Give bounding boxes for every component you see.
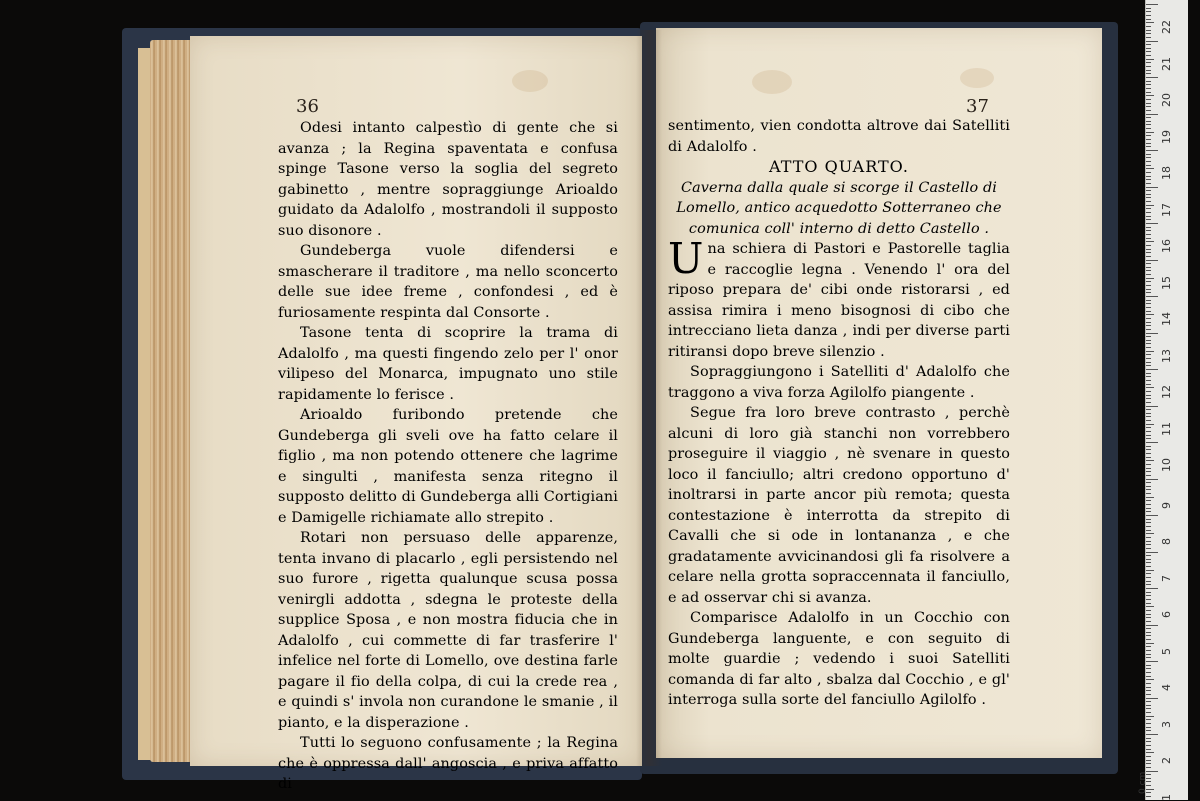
ruler-tick <box>1146 311 1151 312</box>
ruler-tick <box>1146 741 1151 742</box>
ruler-tick <box>1146 723 1151 724</box>
ruler-tick <box>1146 595 1151 596</box>
ruler-tick <box>1146 179 1151 180</box>
ruler-tick <box>1146 566 1151 567</box>
ruler-number: 3 <box>1160 720 1173 728</box>
ruler-tick <box>1146 625 1158 626</box>
ruler-tick <box>1146 103 1151 104</box>
ruler-tick <box>1146 249 1151 250</box>
paragraph: Gundeberga vuole difendersi e smascherare il traditore , ma nello sconcerto delle sue idee freme , confondesi , ed è furiosamente respinta dal Consorte . <box>278 243 618 321</box>
ruler-tick <box>1146 340 1151 341</box>
ruler-tick <box>1146 738 1151 739</box>
ruler-number: 6 <box>1160 611 1173 618</box>
ruler-number: 19 <box>1160 129 1173 144</box>
ruler-tick <box>1146 88 1151 89</box>
ruler-tick <box>1146 278 1154 279</box>
left-page-text <box>278 118 618 795</box>
ruler-tick <box>1146 460 1154 461</box>
ruler-tick <box>1146 183 1151 184</box>
ruler-tick <box>1146 683 1151 684</box>
ruler-tick <box>1146 730 1151 731</box>
ruler-tick <box>1146 614 1151 615</box>
ruler-number: 4 <box>1160 684 1173 691</box>
ruler-tick <box>1146 515 1158 516</box>
ruler-tick <box>1146 114 1158 115</box>
paper-stain <box>512 70 548 92</box>
ruler-tick <box>1146 584 1151 585</box>
ruler-tick <box>1146 110 1151 111</box>
ruler-tick <box>1146 442 1158 443</box>
ruler-tick <box>1146 161 1151 162</box>
ruler-number: 8 <box>1160 538 1173 545</box>
ruler-tick <box>1146 318 1151 319</box>
ruler-tick <box>1146 435 1151 436</box>
ruler-tick <box>1146 176 1151 177</box>
ruler-tick <box>1146 562 1151 563</box>
ruler-tick <box>1146 322 1151 323</box>
paragraph: Sopraggiungono i Satelliti d' Adalolfo che traggono a viva forza Agilolfo piangente . <box>668 364 1010 401</box>
ruler-tick <box>1146 41 1158 42</box>
ruler-tick <box>1146 274 1151 275</box>
ruler-tick <box>1146 270 1151 271</box>
ruler-tick <box>1146 281 1151 282</box>
paragraph: Comparisce Adalolfo in un Cocchio con Gundeberga languente, e con seguito di molte guardie ; vedendo i suoi Satelliti comanda di far alto , sbalza dal Cocchio , e gl' interroga sulla sorte del fanciullo Agilolfo . <box>668 610 1010 708</box>
first-paragraph-text: na schiera di Pastori e Pastorelle taglia e raccoglie legna . Venendo l' ora del riposo prepara de' cibi onde ristorarsi , ed assisa rimira i meno bisognosi di cibo che intrecciano lieta danza , indi per diverse parti ritiransi dopo breve silenzio . <box>668 241 1010 360</box>
ruler-tick <box>1146 519 1151 520</box>
ruler-tick <box>1146 15 1151 16</box>
ruler-tick <box>1146 70 1151 71</box>
ruler-tick <box>1146 8 1151 9</box>
ruler-tick <box>1146 603 1151 604</box>
ruler-tick <box>1146 73 1151 74</box>
ruler-tick <box>1146 661 1158 662</box>
ruler-tick <box>1146 424 1154 425</box>
ruler-tick <box>1146 223 1158 224</box>
ruler-tick <box>1146 548 1151 549</box>
ruler-tick <box>1146 197 1151 198</box>
ruler-tick <box>1146 687 1151 688</box>
ruler-tick <box>1146 749 1151 750</box>
ruler-tick <box>1146 511 1151 512</box>
ruler-tick <box>1146 453 1151 454</box>
ruler-tick <box>1146 398 1151 399</box>
ruler-tick <box>1146 413 1151 414</box>
ruler-tick <box>1146 95 1154 96</box>
ruler-tick <box>1146 190 1151 191</box>
page-number-right: 37 <box>966 96 989 117</box>
ruler-tick <box>1146 234 1151 235</box>
measuring-ruler <box>1138 0 1188 801</box>
ruler-tick <box>1146 296 1158 297</box>
ruler-tick <box>1146 486 1151 487</box>
ruler-unit-label: 0 cm <box>1138 771 1148 794</box>
ruler-tick <box>1146 380 1151 381</box>
ruler-tick <box>1146 30 1151 31</box>
ruler-number: 7 <box>1160 574 1173 582</box>
ruler-tick <box>1146 588 1158 589</box>
ruler-tick <box>1146 132 1154 133</box>
ruler-tick <box>1146 635 1151 636</box>
ruler-tick <box>1146 37 1151 38</box>
ruler-tick <box>1146 329 1151 330</box>
ruler-tick <box>1146 77 1158 78</box>
ruler-tick <box>1146 292 1151 293</box>
ruler-tick <box>1146 267 1151 268</box>
ruler-tick <box>1146 570 1154 571</box>
ruler-tick <box>1146 537 1151 538</box>
scene-description: Caverna dalla quale si scorge il Castello di Lomello, antico acquedotto Sotterraneo che comunica coll' interno di detto Castello . <box>676 179 1002 237</box>
ruler-tick <box>1146 493 1151 494</box>
ruler-tick <box>1146 92 1151 93</box>
continuation-text: sentimento, vien condotta altrove dai Satelliti di Adalolfo . <box>668 118 1010 155</box>
ruler-tick <box>1146 263 1151 264</box>
ruler-tick <box>1146 289 1151 290</box>
ruler-tick <box>1146 106 1151 107</box>
ruler-number: 2 <box>1160 757 1173 764</box>
ruler-tick <box>1146 752 1154 753</box>
ruler-tick <box>1146 606 1154 607</box>
page-edge-stack <box>150 40 192 762</box>
paper-stain <box>960 68 994 88</box>
ruler-tick <box>1146 610 1151 611</box>
ruler-tick <box>1146 420 1151 421</box>
ruler-tick <box>1146 599 1151 600</box>
ruler-tick <box>1146 449 1151 450</box>
ruler-tick <box>1146 402 1151 403</box>
ruler-tick <box>1146 756 1151 757</box>
ruler-number: 1 <box>1160 793 1173 801</box>
ruler-tick <box>1146 336 1151 337</box>
ruler-tick <box>1146 343 1151 344</box>
ruler-tick <box>1146 256 1151 257</box>
ruler-tick <box>1146 676 1151 677</box>
ruler-tick <box>1146 438 1151 439</box>
ruler-tick <box>1146 300 1151 301</box>
ruler-tick <box>1146 135 1151 136</box>
ruler-tick <box>1146 212 1151 213</box>
act-title: ATTO QUARTO. <box>769 157 909 176</box>
ruler-tick <box>1146 325 1151 326</box>
ruler-tick <box>1146 657 1151 658</box>
ruler-tick <box>1146 745 1151 746</box>
book-gutter <box>636 30 662 766</box>
ruler-number: 18 <box>1160 166 1173 180</box>
ruler-tick <box>1146 592 1151 593</box>
ruler-tick <box>1146 672 1151 673</box>
ruler-tick <box>1146 303 1151 304</box>
ruler-tick <box>1146 471 1151 472</box>
ruler-tick <box>1146 55 1151 56</box>
ruler-tick <box>1146 219 1151 220</box>
ruler-tick <box>1146 165 1151 166</box>
ruler-tick <box>1146 117 1151 118</box>
ruler-tick <box>1146 431 1151 432</box>
ruler-tick <box>1146 650 1151 651</box>
ruler-tick <box>1146 705 1151 706</box>
ruler-tick <box>1146 373 1151 374</box>
ruler-tick <box>1146 479 1158 480</box>
ruler-tick <box>1146 727 1151 728</box>
ruler-tick <box>1146 59 1154 60</box>
ruler-tick <box>1146 307 1151 308</box>
ruler-tick <box>1146 468 1151 469</box>
ruler-tick <box>1146 632 1151 633</box>
ruler-tick <box>1146 48 1151 49</box>
ruler-tick <box>1146 4 1158 5</box>
ruler-tick <box>1146 128 1151 129</box>
ruler-tick <box>1146 489 1151 490</box>
ruler-tick <box>1146 497 1154 498</box>
ruler-tick <box>1146 238 1151 239</box>
ruler-tick <box>1146 365 1151 366</box>
drop-cap: U <box>668 234 704 283</box>
ruler-tick <box>1146 208 1151 209</box>
paragraph: Odesi intanto calpestìo di gente che si avanza ; la Regina spaventata e confusa spinge Tasone verso la soglia del segreto gabinetto , mentre sopraggiunge Arioaldo guidato da Adalolfo , mostrandoli il supposto suo disonore . <box>278 120 618 239</box>
ruler-tick <box>1146 500 1151 501</box>
ruler-tick <box>1146 544 1151 545</box>
ruler-tick <box>1146 698 1158 699</box>
ruler-tick <box>1146 314 1154 315</box>
ruler-tick <box>1146 66 1151 67</box>
ruler-tick <box>1146 172 1151 173</box>
ruler-tick <box>1146 526 1151 527</box>
ruler-tick <box>1146 406 1158 407</box>
ruler-tick <box>1146 205 1154 206</box>
ruler-tick <box>1146 245 1151 246</box>
ruler-tick <box>1146 395 1151 396</box>
ruler-number: 20 <box>1160 93 1173 107</box>
ruler-tick <box>1146 19 1151 20</box>
ruler-tick <box>1146 150 1158 151</box>
ruler-tick <box>1146 44 1151 45</box>
ruler-tick <box>1146 552 1158 553</box>
ruler-tick <box>1146 446 1151 447</box>
ruler-tick <box>1146 146 1151 147</box>
ruler-tick <box>1146 62 1151 63</box>
ruler-tick <box>1146 530 1151 531</box>
ruler-tick <box>1146 416 1151 417</box>
ruler-tick <box>1146 508 1151 509</box>
ruler-tick <box>1146 387 1154 388</box>
ruler-tick <box>1146 347 1151 348</box>
ruler-tick <box>1146 767 1151 768</box>
ruler-tick <box>1146 369 1158 370</box>
ruler-tick <box>1146 351 1154 352</box>
ruler-tick <box>1146 701 1151 702</box>
right-page-text <box>668 116 1010 711</box>
ruler-tick <box>1146 121 1151 122</box>
ruler-tick <box>1146 99 1151 100</box>
ruler-tick <box>1146 716 1154 717</box>
ruler-tick <box>1146 354 1151 355</box>
paragraph: Rotari non persuaso delle apparenze, tenta invano di placarlo , egli persistendo nel suo furore , rigetta qualunque scusa possa venirgli addotta , sdegna le proteste della supplice Sposa , e non mostra fiducia che in Adalolfo , cui commette di far trasferire l' infelice nel forte di Lomello, ove destina farle pagare il fio della colpa, di cui la crede rea , e quindi s' invola non curandone le smanie , il pianto, e la disperazione . <box>278 530 618 731</box>
ruler-number: 16 <box>1160 239 1173 253</box>
ruler-tick <box>1146 541 1151 542</box>
ruler-tick <box>1146 227 1151 228</box>
ruler-tick <box>1146 230 1151 231</box>
ruler-tick <box>1146 358 1151 359</box>
ruler-tick <box>1146 124 1151 125</box>
ruler-tick <box>1146 796 1151 797</box>
ruler-tick <box>1146 143 1151 144</box>
ruler-tick <box>1146 621 1151 622</box>
ruler-tick <box>1146 33 1151 34</box>
ruler-tick <box>1146 504 1151 505</box>
ruler-tick <box>1146 522 1151 523</box>
first-paragraph <box>668 234 1010 362</box>
ruler-tick <box>1146 241 1154 242</box>
ruler-tick <box>1146 694 1151 695</box>
ruler-tick <box>1146 194 1151 195</box>
ruler-tick <box>1146 643 1154 644</box>
ruler-tick <box>1146 555 1151 556</box>
ruler-tick <box>1146 533 1154 534</box>
page-number-left: 36 <box>296 96 319 117</box>
ruler-number: 5 <box>1160 647 1173 655</box>
ruler-tick <box>1146 11 1151 12</box>
paragraph: Tasone tenta di scoprire la trama di Adalolfo , ma questi fingendo zelo per l' onor vilipeso del Monarca, impugnato uno stile rapidamente lo ferisce . <box>278 325 618 403</box>
ruler-tick <box>1146 427 1151 428</box>
ruler-tick <box>1146 581 1151 582</box>
ruler-tick <box>1146 139 1151 140</box>
ruler-tick <box>1146 168 1154 169</box>
ruler-number: 10 <box>1160 458 1173 472</box>
ruler-tick <box>1146 760 1151 761</box>
ruler-tick <box>1146 464 1151 465</box>
ruler-tick <box>1146 157 1151 158</box>
paragraph: Tutti lo seguono confusamente ; la Regina che è oppressa dall' angoscia , e priva affatto di <box>278 735 618 792</box>
paper-stain <box>752 70 792 94</box>
ruler-tick <box>1146 573 1151 574</box>
ruler-number: 9 <box>1160 501 1173 509</box>
ruler-tick <box>1146 252 1151 253</box>
ruler-tick <box>1146 391 1151 392</box>
ruler-tick <box>1146 475 1151 476</box>
ruler-number: 12 <box>1160 385 1173 399</box>
ruler-tick <box>1146 187 1158 188</box>
ruler-number: 17 <box>1160 202 1173 217</box>
paragraph: Arioaldo furibondo pretende che Gundeberga gli sveli ove ha fatto celare il figlio , ma non potendo ottenere che lagrime e singulti , manifesta senza ritegno il supposto delitto di Gundeberga alli Cortigiani e Damigelle richiamate allo strepito . <box>278 407 618 526</box>
ruler-number: 14 <box>1160 312 1173 326</box>
ruler-tick <box>1146 679 1154 680</box>
ruler-number: 11 <box>1160 421 1173 436</box>
ruler-tick <box>1146 22 1154 23</box>
ruler-tick <box>1146 201 1151 202</box>
ruler-tick <box>1146 617 1151 618</box>
ruler-tick <box>1146 646 1151 647</box>
ruler-tick <box>1146 559 1151 560</box>
ruler-tick <box>1146 665 1151 666</box>
ruler-tick <box>1146 216 1151 217</box>
ruler-tick <box>1146 734 1158 735</box>
ruler-tick <box>1146 260 1158 261</box>
ruler-tick <box>1146 763 1151 764</box>
ruler-tick <box>1146 84 1151 85</box>
ruler-number: 22 <box>1160 20 1173 34</box>
ruler-tick <box>1146 26 1151 27</box>
ruler-tick <box>1146 708 1151 709</box>
ruler-tick <box>1146 628 1151 629</box>
ruler-tick <box>1146 333 1158 334</box>
ruler-tick <box>1146 384 1151 385</box>
ruler-tick <box>1146 668 1151 669</box>
ruler-tick <box>1146 577 1151 578</box>
ruler-tick <box>1146 81 1151 82</box>
ruler-tick <box>1146 639 1151 640</box>
ruler-tick <box>1146 362 1151 363</box>
ruler-tick <box>1146 654 1151 655</box>
ruler-tick <box>1146 409 1151 410</box>
paragraph: Segue fra loro breve contrasto , perchè alcuni di loro già stanchi non vorrebbero proseguire il viaggio , nè svenare in questo loco il fanciullo; altri credono opportuno d' inoltrarsi in parte ancor più remota; questa contestazione è interrotta da strepito di Cavalli che si ode in lontananza , e che gradatamente avvicinandosi gli fa risolvere a celare nella grotta sopraccennata il fanciullo, e ad osservar chi si avanza. <box>668 405 1010 606</box>
ruler-tick <box>1146 154 1151 155</box>
ruler-tick <box>1146 482 1151 483</box>
ruler-tick <box>1146 376 1151 377</box>
ruler-tick <box>1146 712 1151 713</box>
ruler-tick <box>1146 690 1151 691</box>
ruler-number: 15 <box>1160 275 1173 290</box>
ruler-tick <box>1146 285 1151 286</box>
ruler-number: 21 <box>1160 56 1173 71</box>
ruler-tick <box>1146 51 1151 52</box>
ruler-tick <box>1146 719 1151 720</box>
ruler-number: 13 <box>1160 348 1173 363</box>
ruler-tick <box>1146 457 1151 458</box>
